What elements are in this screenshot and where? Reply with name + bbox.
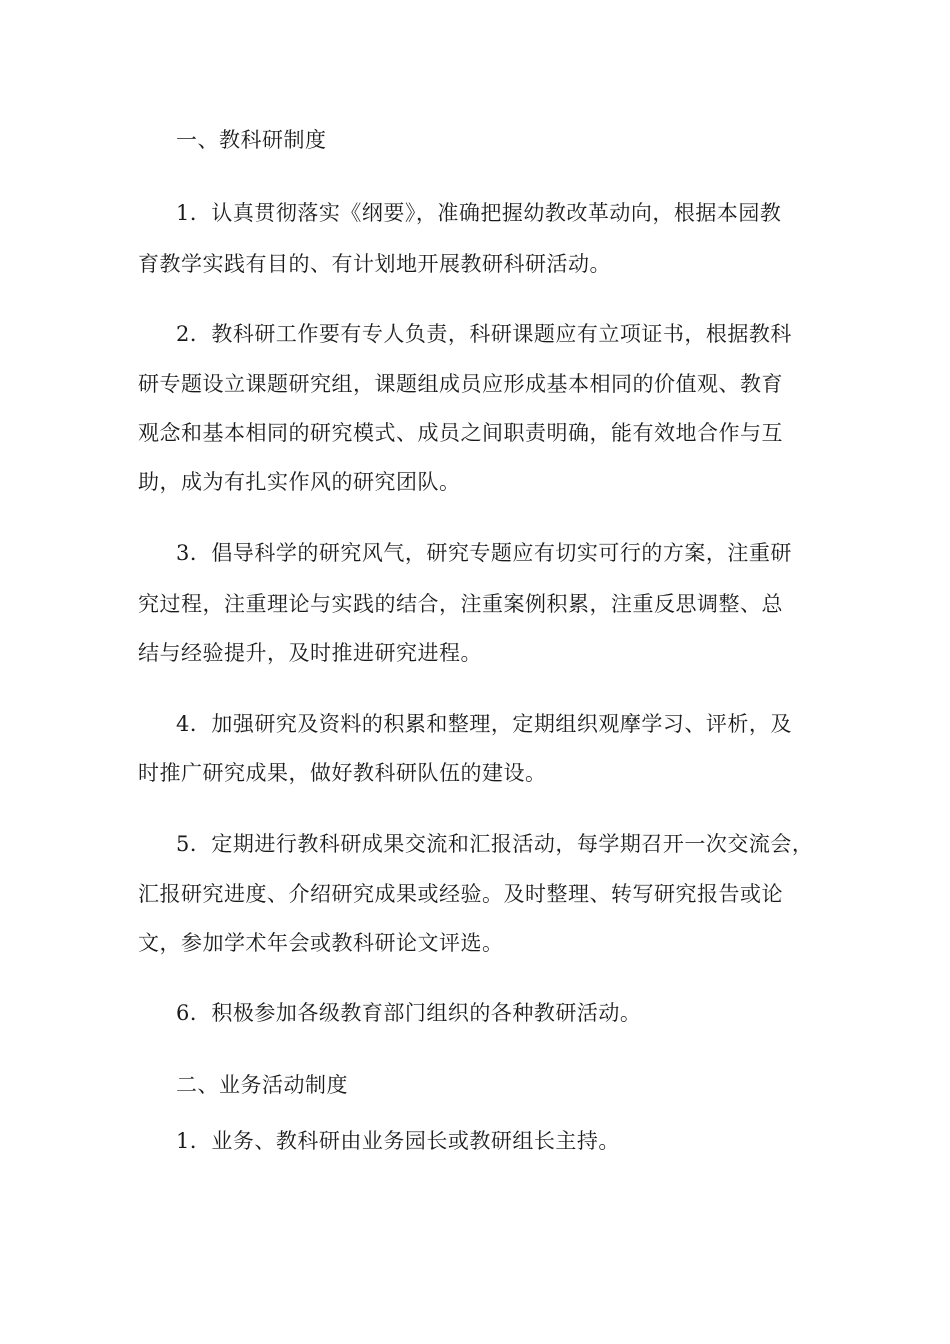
- paragraph-2-line-4: 助，成为有扎实作风的研究团队。: [138, 470, 461, 494]
- paragraph-5-line-3: 文，参加学术年会或教科研论文评选。: [138, 931, 504, 955]
- paragraph-3-line-3: 结与经验提升，及时推进研究进程。: [138, 641, 482, 665]
- paragraph-5-line-2: 汇报研究进度、介绍研究成果或经验。及时整理、转写研究报告或论: [138, 882, 783, 906]
- paragraph-4-line-2: 时推广研究成果，做好教科研队伍的建设。: [138, 761, 547, 785]
- paragraph-5-line-1: 5．定期进行教科研成果交流和汇报活动，每学期召开一次交流会，: [176, 832, 814, 856]
- section-heading-2: 二、业务活动制度: [176, 1073, 348, 1097]
- paragraph-4-line-1: 4．加强研究及资料的积累和整理，定期组织观摩学习、评析，及: [176, 712, 792, 736]
- paragraph-1-line-2: 育教学实践有目的、有计划地开展教研科研活动。: [138, 252, 611, 276]
- paragraph-1-line-1: 1．认真贯彻落实《纲要》，准确把握幼教改革动向，根据本园教: [176, 201, 782, 225]
- section-2-paragraph-1-line-1: 1．业务、教科研由业务园长或教研组长主持。: [176, 1129, 620, 1153]
- paragraph-2-line-2: 研专题设立课题研究组，课题组成员应形成基本相同的价值观、教育: [138, 372, 783, 396]
- paragraph-3-line-1: 3．倡导科学的研究风气，研究专题应有切实可行的方案，注重研: [176, 541, 792, 565]
- paragraph-2-line-3: 观念和基本相同的研究模式、成员之间职责明确，能有效地合作与互: [138, 421, 783, 445]
- paragraph-2-line-1: 2．教科研工作要有专人负责，科研课题应有立项证书，根据教科: [176, 322, 792, 346]
- section-heading-1: 一、教科研制度: [176, 128, 327, 152]
- paragraph-3-line-2: 究过程，注重理论与实践的结合，注重案例积累，注重反思调整、总: [138, 592, 783, 616]
- paragraph-6-line-1: 6．积极参加各级教育部门组织的各种教研活动。: [176, 1001, 642, 1025]
